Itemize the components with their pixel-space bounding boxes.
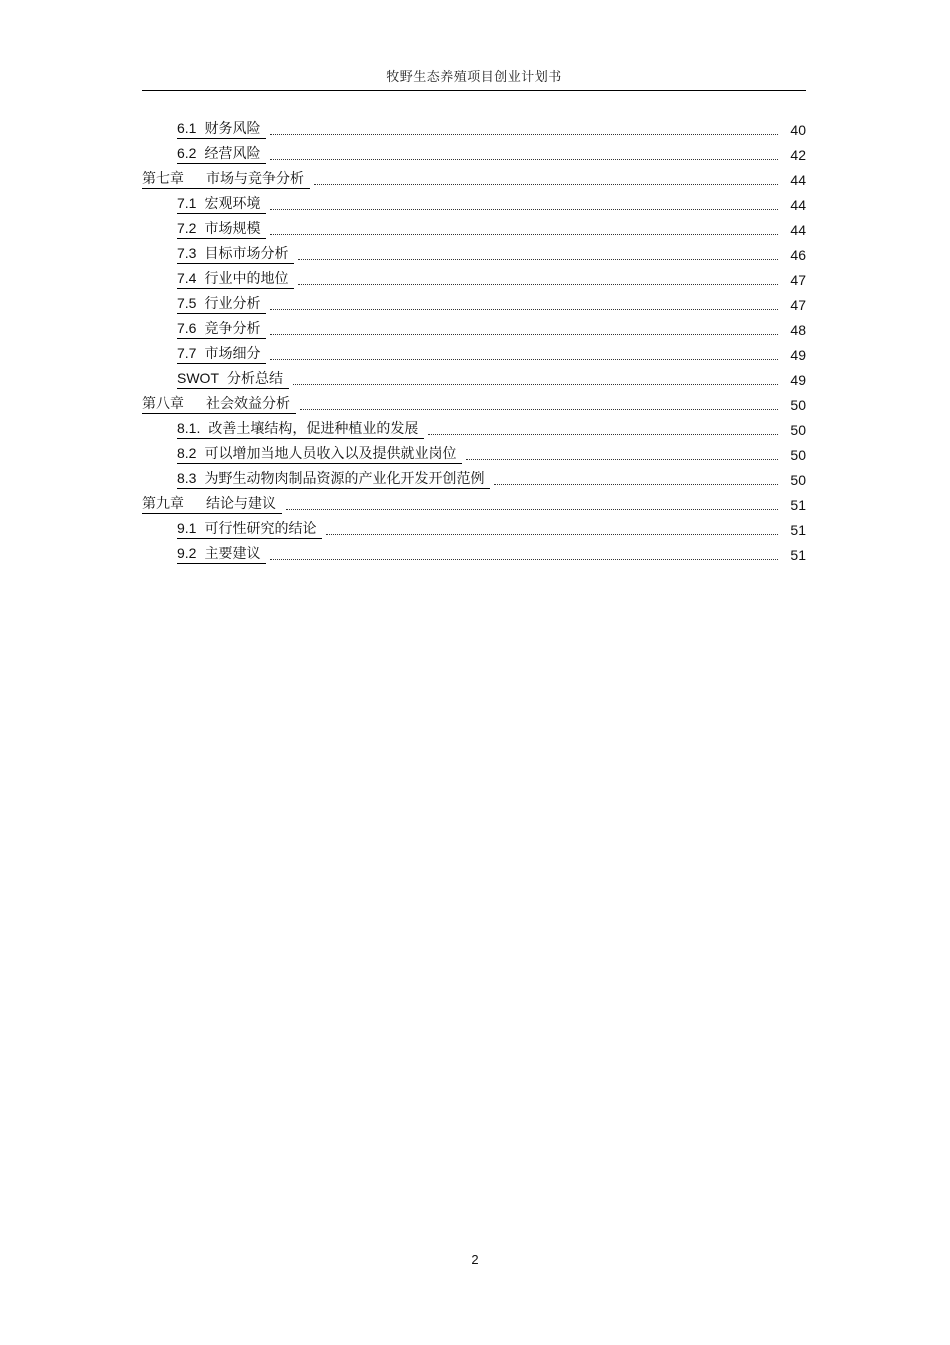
- toc-chapter-entry[interactable]: [142, 392, 806, 417]
- toc-entry-number: 9.1: [177, 520, 197, 536]
- toc-entry-title: 行业分析: [204, 296, 261, 312]
- toc-entry-title: 分析总结: [227, 371, 283, 387]
- toc-entry-title: 为野生动物肉制品资源的产业化开发开创范例: [204, 471, 485, 487]
- toc-page-number: 51: [790, 547, 806, 563]
- toc-section-entry[interactable]: [142, 317, 806, 342]
- toc-section-entry[interactable]: [142, 292, 806, 317]
- toc-dot-leader: [300, 409, 778, 410]
- toc-section-entry[interactable]: [142, 442, 806, 467]
- toc-entry-number: 7.7: [177, 345, 197, 361]
- toc-entry-link[interactable]: [177, 420, 424, 439]
- toc-page-number: 50: [790, 447, 806, 463]
- toc-page-number: 47: [790, 297, 806, 313]
- toc-page-number: 46: [790, 247, 806, 263]
- toc-dot-leader: [286, 509, 778, 510]
- toc-dot-leader: [326, 534, 778, 535]
- toc-entry-number: 7.5: [177, 295, 197, 311]
- toc-dot-leader: [270, 559, 778, 560]
- toc-entry-number: 第七章: [142, 171, 184, 187]
- header-rule: [142, 90, 806, 91]
- toc-dot-leader: [270, 309, 778, 310]
- toc-page-number: 44: [790, 197, 806, 213]
- toc-entry-link[interactable]: [177, 470, 490, 489]
- toc-entry-link[interactable]: [177, 345, 266, 364]
- toc-dot-leader: [298, 259, 778, 260]
- toc-entry-number: 7.6: [177, 320, 197, 336]
- toc-entry-link[interactable]: [177, 220, 266, 239]
- toc-entry-number: 9.2: [177, 545, 197, 561]
- toc-page-number: 47: [790, 272, 806, 288]
- toc-page-number: 48: [790, 322, 806, 338]
- toc-entry-number: 6.2: [177, 145, 197, 161]
- toc-chapter-entry[interactable]: [142, 167, 806, 192]
- toc-dot-leader: [314, 184, 778, 185]
- toc-entry-link[interactable]: [177, 320, 266, 339]
- toc-page-number: 51: [790, 497, 806, 513]
- toc-entry-title: 结论与建议: [206, 496, 276, 512]
- toc-entry-title: 市场与竞争分析: [206, 171, 304, 187]
- toc-section-entry[interactable]: [142, 267, 806, 292]
- toc-entry-number: 第九章: [142, 496, 184, 512]
- toc-dot-leader: [270, 334, 778, 335]
- toc-entry-number: 6.1: [177, 120, 197, 136]
- toc-dot-leader: [270, 159, 778, 160]
- toc-entry-title: 主要建议: [204, 546, 261, 562]
- running-header: 牧野生态养殖项目创业计划书: [386, 70, 562, 85]
- toc-entry-title: 行业中的地位: [204, 271, 289, 287]
- toc-section-entry[interactable]: [142, 367, 806, 392]
- toc-section-entry[interactable]: [142, 117, 806, 142]
- toc-entry-number: 7.4: [177, 270, 197, 286]
- toc-entry-title: 财务风险: [204, 121, 261, 137]
- toc-dot-leader: [293, 384, 778, 385]
- toc-dot-leader: [270, 359, 778, 360]
- toc-chapter-entry[interactable]: [142, 492, 806, 517]
- toc-entry-link[interactable]: [177, 195, 266, 214]
- toc-entry-title: 宏观环境: [204, 196, 261, 212]
- toc-entry-link[interactable]: [177, 545, 266, 564]
- toc-entry-title: 可以增加当地人员收入以及提供就业岗位: [204, 446, 457, 462]
- toc-entry-link[interactable]: [177, 120, 266, 139]
- toc-entry-link[interactable]: [177, 145, 266, 164]
- toc-entry-link[interactable]: [177, 295, 266, 314]
- toc-dot-leader: [494, 484, 778, 485]
- toc-entry-link[interactable]: [177, 270, 294, 289]
- toc-entry-number: 8.2: [177, 445, 197, 461]
- toc-page-number: 50: [790, 397, 806, 413]
- toc-section-entry[interactable]: [142, 467, 806, 492]
- toc-entry-link[interactable]: [142, 396, 296, 414]
- toc-entry-title: 可行性研究的结论: [204, 521, 317, 537]
- toc-page-number: 50: [790, 422, 806, 438]
- toc-dot-leader: [428, 434, 778, 435]
- toc-entry-number: 7.2: [177, 220, 197, 236]
- toc-entry-link[interactable]: [177, 245, 294, 264]
- toc-section-entry[interactable]: [142, 342, 806, 367]
- toc-entry-link[interactable]: [142, 171, 310, 189]
- toc-page-number: 42: [790, 147, 806, 163]
- toc-dot-leader: [298, 284, 778, 285]
- toc-entry-title: 目标市场分析: [204, 246, 289, 262]
- toc-entry-link[interactable]: [177, 370, 289, 389]
- toc-section-entry[interactable]: [142, 217, 806, 242]
- toc-page-number: 49: [790, 372, 806, 388]
- toc-entry-number: 第八章: [142, 396, 184, 412]
- toc-section-entry[interactable]: [142, 192, 806, 217]
- toc-section-entry[interactable]: [142, 142, 806, 167]
- toc-page-number: 44: [790, 172, 806, 188]
- toc-section-entry[interactable]: [142, 517, 806, 542]
- toc-dot-leader: [270, 134, 778, 135]
- toc-entry-title: 经营风险: [204, 146, 261, 162]
- toc-entry-link[interactable]: [177, 445, 462, 464]
- toc-dot-leader: [466, 459, 778, 460]
- toc-entry-link[interactable]: [142, 496, 282, 514]
- toc-dot-leader: [270, 234, 778, 235]
- toc-entry-title: 社会效益分析: [206, 396, 290, 412]
- toc-page-number: 50: [790, 472, 806, 488]
- toc-page-number: 40: [790, 122, 806, 138]
- toc-page-number: 44: [790, 222, 806, 238]
- toc-dot-leader: [270, 209, 778, 210]
- toc-entry-link[interactable]: [177, 520, 322, 539]
- toc-entry-number: 8.1.: [177, 420, 201, 436]
- toc-entry-title: 改善土壤结构，促进种植业的发展: [208, 421, 419, 437]
- table-of-contents: [142, 117, 806, 567]
- toc-entry-number: SWOT: [177, 370, 219, 386]
- toc-entry-title: 竞争分析: [204, 321, 261, 337]
- toc-section-entry[interactable]: [142, 242, 806, 267]
- toc-entry-number: 8.3: [177, 470, 197, 486]
- page-number: 2: [471, 1252, 479, 1267]
- toc-entry-number: 7.1: [177, 195, 197, 211]
- toc-entry-title: 市场规模: [204, 221, 261, 237]
- toc-entry-title: 市场细分: [204, 346, 261, 362]
- toc-section-entry[interactable]: [142, 417, 806, 442]
- toc-section-entry[interactable]: [142, 542, 806, 567]
- toc-entry-number: 7.3: [177, 245, 197, 261]
- toc-page-number: 51: [790, 522, 806, 538]
- toc-page-number: 49: [790, 347, 806, 363]
